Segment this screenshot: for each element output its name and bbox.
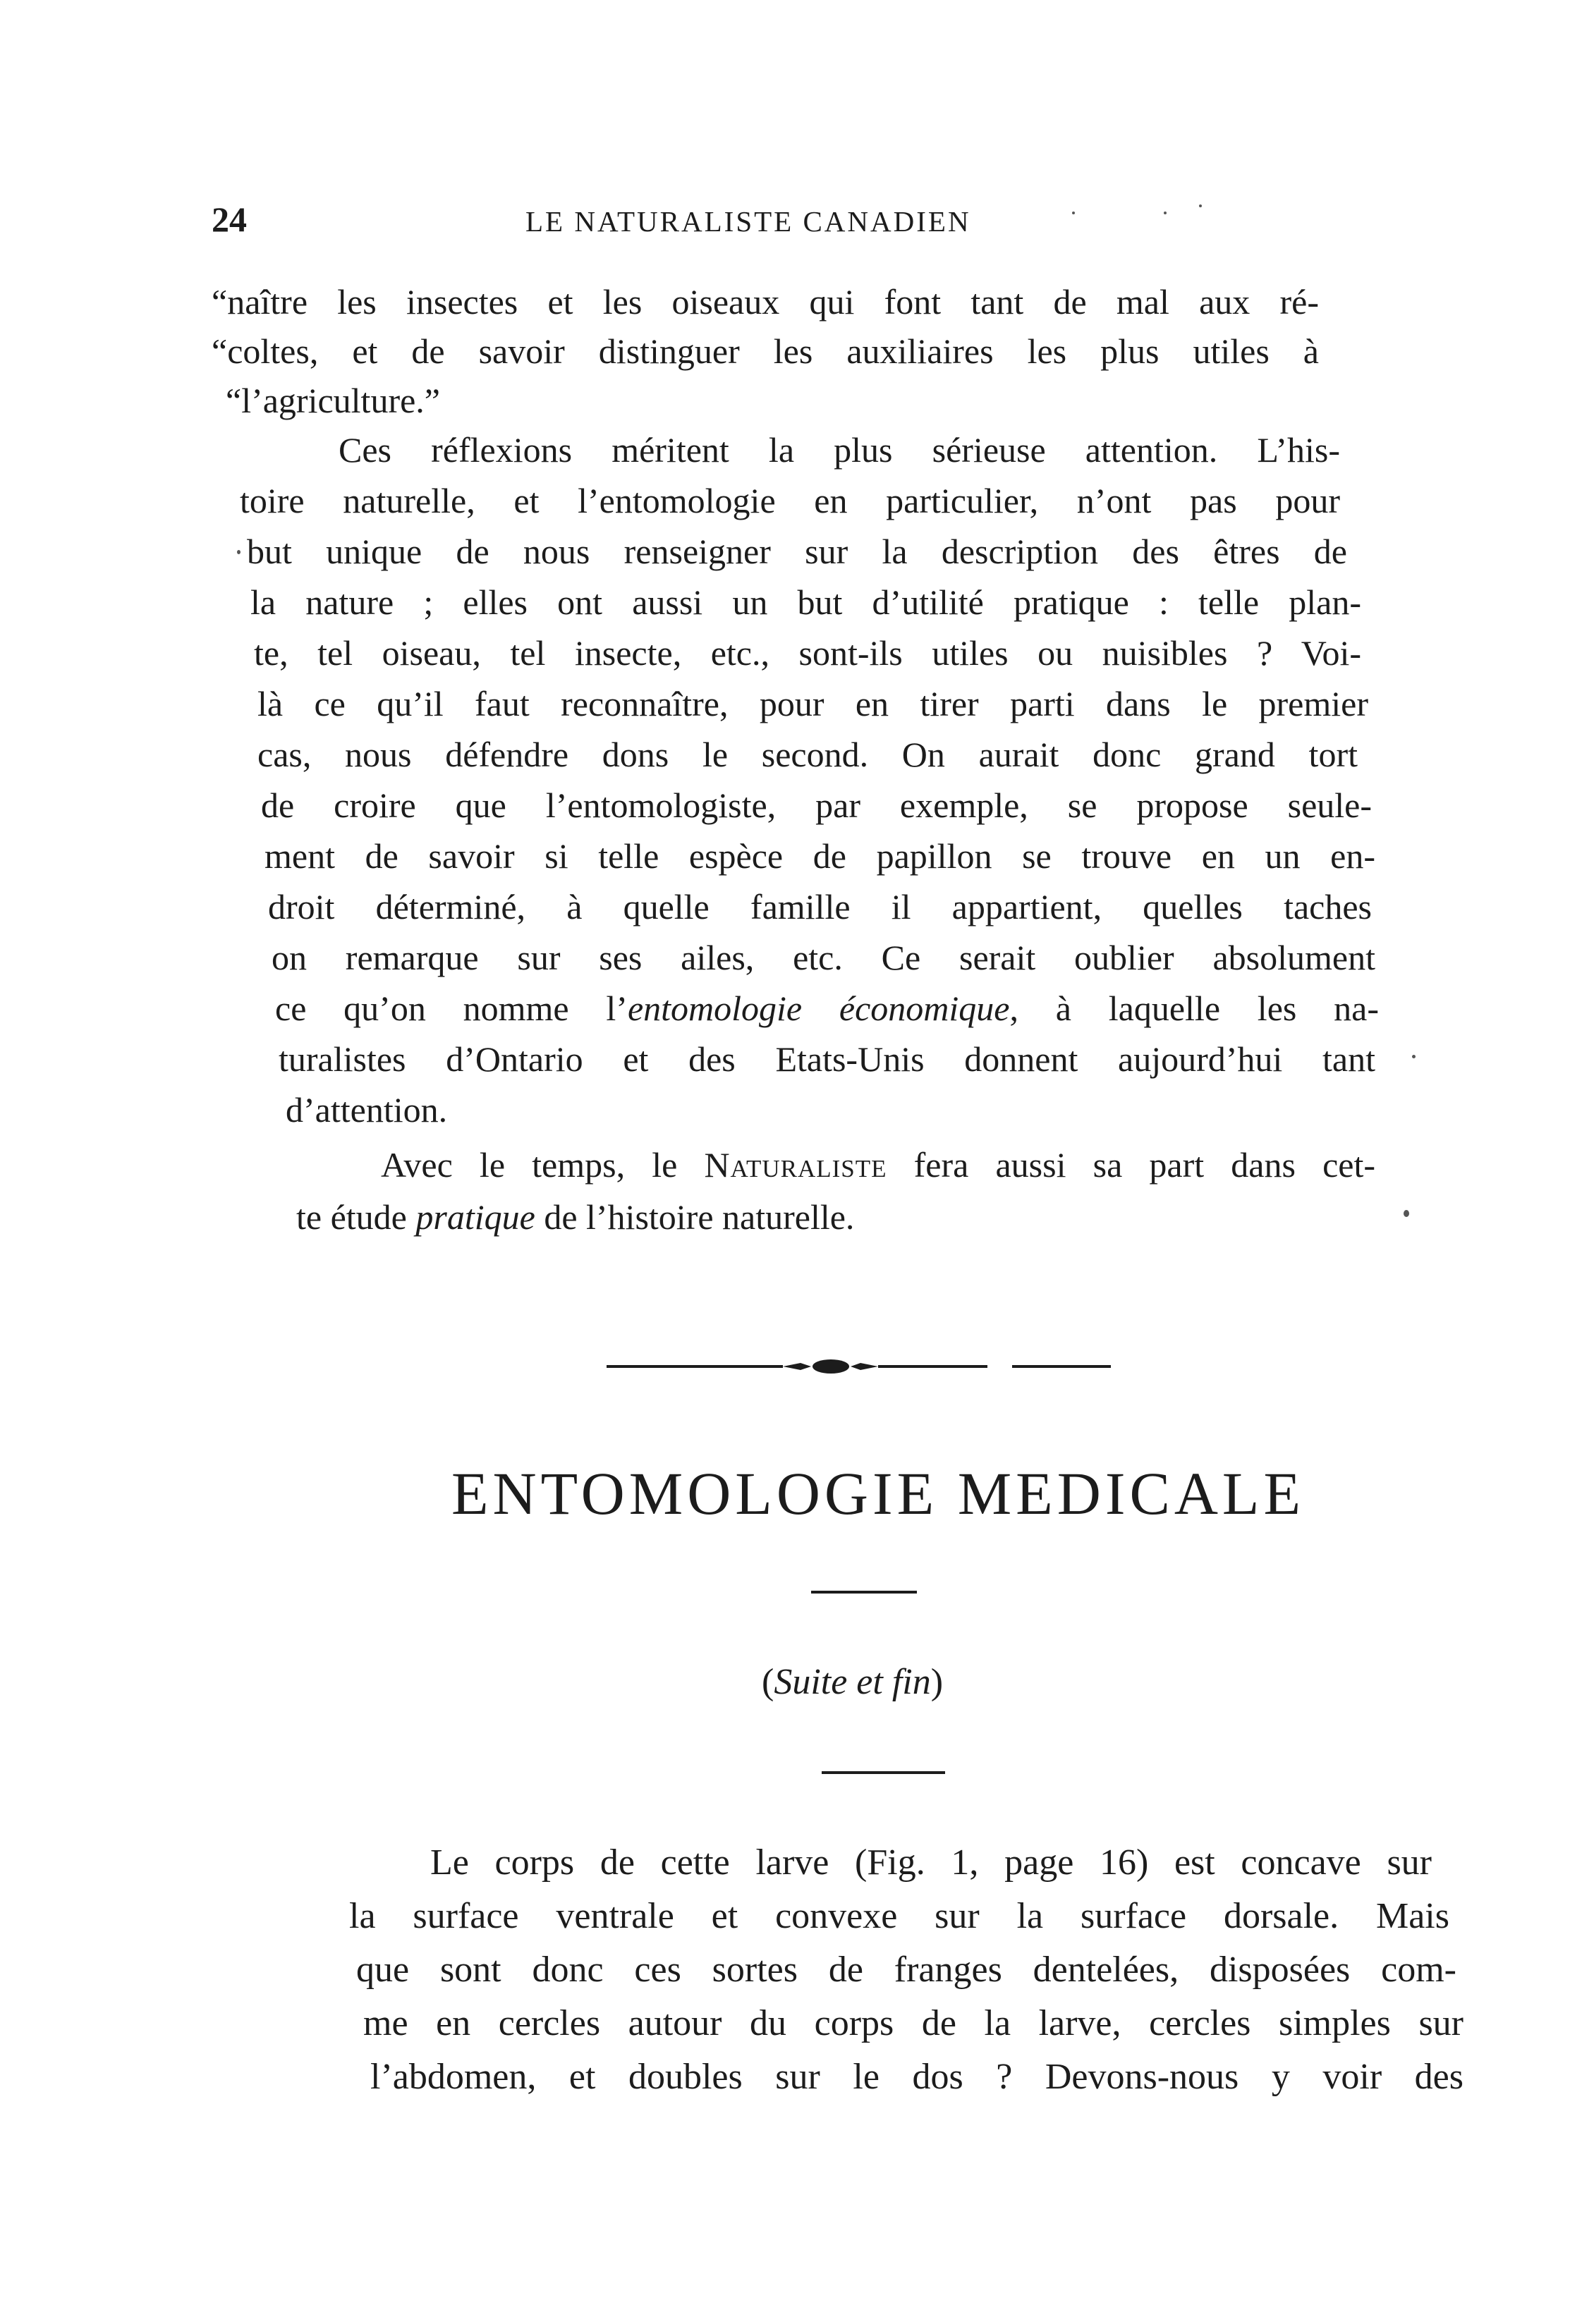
scan-speck — [1412, 1055, 1416, 1058]
text-line: d’attention. — [286, 1090, 448, 1130]
text-line — [275, 983, 1379, 1034]
subtitle-text: Suite et fin — [774, 1662, 931, 1702]
text-run: Avec le temps, le — [381, 1145, 705, 1185]
scan-speck — [237, 550, 241, 554]
text-line: droit déterminé, à quelle famille il appartient, quelles taches — [268, 887, 1372, 926]
scan-speck — [1199, 204, 1202, 207]
text-run: , à laquelle les na- — [1009, 989, 1379, 1028]
text-line: là ce qu’il faut reconnaître, pour en tirer parti dans le premier — [257, 684, 1368, 723]
italic-term: pratique — [415, 1197, 535, 1237]
scan-speck — [1072, 212, 1075, 214]
text-line: la nature ; elles ont aussi un but d’utilité pratique : telle plan- — [250, 582, 1361, 622]
text-line: toire naturelle, et l’entomologie en particulier, n’ont pas pour — [240, 481, 1340, 520]
text-line: “naître les insectes et les oiseaux qui font tant de mal aux ré- — [212, 282, 1319, 322]
text-line: l’abdomen, et doubles sur le dos ? Devons-nous y voir des — [370, 2057, 1463, 2097]
page-number: 24 — [212, 200, 247, 239]
text-line: Le corps de cette larve (Fig. 1, page 16) est concave sur — [430, 1842, 1432, 1883]
text-line: que sont donc ces sortes de franges dentelées, disposées com- — [356, 1950, 1456, 1990]
text-run: ce qu’on nomme l’ — [275, 989, 628, 1028]
scan-speck — [1404, 1210, 1409, 1217]
text-line: de croire que l’entomologiste, par exemple, se propose seule- — [261, 785, 1372, 825]
section-subtitle — [762, 1661, 943, 1703]
text-line: turalistes d’Ontario et des Etats-Unis donnent aujourd’hui tant — [279, 1039, 1375, 1079]
text-line — [296, 1192, 854, 1242]
text-run: fera aussi sa part dans cet- — [887, 1145, 1375, 1185]
text-line: me en cercles autour du corps de la larve, cercles simples sur — [363, 2003, 1463, 2043]
ornamental-divider — [607, 1352, 1114, 1381]
italic-term: entomologie économique — [627, 989, 1010, 1028]
subtitle-rule — [822, 1771, 945, 1774]
running-title: LE NATURALISTE CANADIEN — [525, 205, 971, 238]
text-line: cas, nous défendre dons le second. On aurait donc grand tort — [257, 735, 1358, 774]
text-line: la surface ventrale et convexe sur la surface dorsale. Mais — [349, 1896, 1449, 1936]
text-run: te étude — [296, 1197, 416, 1237]
heading-rule — [811, 1591, 917, 1594]
scan-speck — [1164, 212, 1167, 214]
subtitle-paren: ) — [930, 1662, 944, 1702]
text-line: te, tel oiseau, tel insecte, etc., sont-ils utiles ou nuisibles ? Voi- — [254, 633, 1361, 673]
text-line: Ces réflexions méritent la plus sérieuse attention. L’his- — [339, 430, 1340, 470]
text-line: but unique de nous renseigner sur la description des êtres de — [247, 532, 1347, 571]
journal-name: Naturaliste — [704, 1145, 887, 1185]
text-line: “l’agriculture.” — [226, 381, 440, 420]
text-line: ment de savoir si telle espèce de papillon se trouve en un en- — [264, 836, 1375, 876]
text-line — [381, 1139, 1375, 1190]
text-line: on remarque sur ses ailes, etc. Ce serait oublier absolument — [272, 938, 1375, 977]
text-line: “coltes, et de savoir distinguer les auxiliaires les plus utiles à — [212, 331, 1319, 371]
running-header — [212, 199, 1185, 241]
section-title: ENTOMOLOGIE MEDICALE — [451, 1460, 1305, 1527]
subtitle-paren: ( — [762, 1662, 774, 1702]
text-run: de l’histoire naturelle. — [535, 1197, 855, 1237]
